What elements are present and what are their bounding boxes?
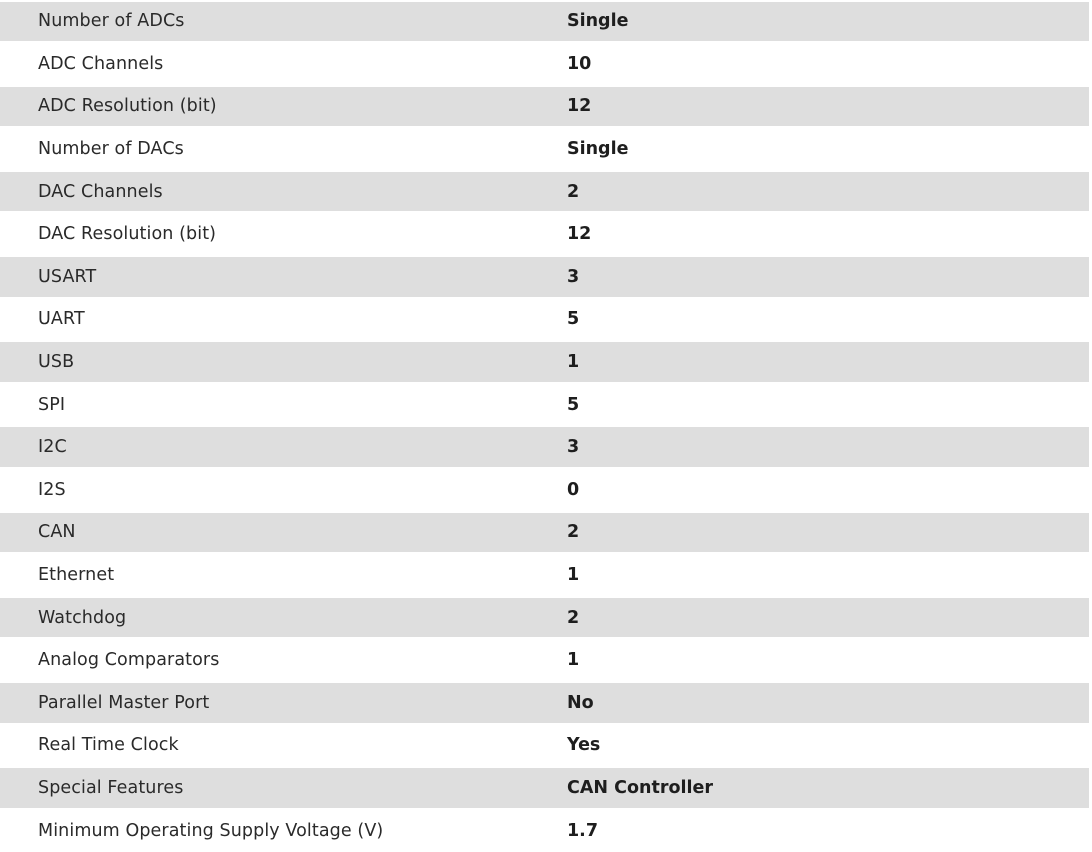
spec-value: 1 — [567, 565, 580, 586]
spec-table — [0, 2, 1089, 852]
spec-row — [0, 639, 1089, 682]
spec-label: ADC Channels — [38, 53, 164, 74]
spec-row — [0, 43, 1089, 86]
spec-row — [0, 469, 1089, 512]
spec-label: Number of ADCs — [38, 11, 185, 32]
spec-label: Analog Comparators — [38, 650, 220, 671]
spec-row — [0, 683, 1089, 723]
spec-row — [0, 383, 1089, 426]
spec-label: Number of DACs — [38, 139, 184, 160]
spec-label: DAC Resolution (bit) — [38, 224, 217, 245]
spec-row — [0, 724, 1089, 767]
spec-row — [0, 87, 1089, 127]
spec-value: 2 — [567, 522, 580, 543]
spec-label: Special Features — [38, 777, 184, 798]
spec-label: Real Time Clock — [38, 735, 179, 756]
spec-value: 1 — [567, 650, 580, 671]
spec-value: 1.7 — [567, 820, 599, 841]
spec-row — [0, 213, 1089, 256]
spec-value: Yes — [567, 735, 601, 756]
spec-value: 5 — [567, 394, 580, 415]
spec-row — [0, 128, 1089, 171]
spec-value: CAN Controller — [567, 777, 713, 798]
spec-value: 10 — [567, 53, 592, 74]
spec-value: 0 — [567, 479, 580, 500]
spec-value: 1 — [567, 352, 580, 373]
spec-value: 2 — [567, 607, 580, 628]
spec-value: 3 — [567, 437, 580, 458]
spec-value: 2 — [567, 181, 580, 202]
spec-value: Single — [567, 139, 629, 160]
spec-row — [0, 809, 1089, 852]
spec-row — [0, 342, 1089, 382]
spec-label: Watchdog — [38, 607, 127, 628]
spec-value: 12 — [567, 96, 592, 117]
spec-row — [0, 768, 1089, 808]
spec-value: 3 — [567, 266, 580, 287]
spec-row — [0, 172, 1089, 212]
spec-row — [0, 554, 1089, 597]
spec-label: ADC Resolution (bit) — [38, 96, 217, 117]
spec-row — [0, 257, 1089, 297]
spec-row — [0, 298, 1089, 341]
spec-label: Minimum Operating Supply Voltage (V) — [38, 820, 384, 841]
spec-label: Parallel Master Port — [38, 692, 210, 713]
spec-row — [0, 598, 1089, 638]
spec-row — [0, 513, 1089, 553]
spec-label: DAC Channels — [38, 181, 163, 202]
spec-label: USB — [38, 352, 75, 373]
spec-value: Single — [567, 11, 629, 32]
spec-value: 5 — [567, 309, 580, 330]
spec-label: SPI — [38, 394, 66, 415]
spec-row — [0, 2, 1089, 42]
spec-label: UART — [38, 309, 85, 330]
spec-value: No — [567, 692, 594, 713]
spec-label: I2S — [38, 479, 66, 500]
spec-label: CAN — [38, 522, 76, 543]
spec-value: 12 — [567, 224, 592, 245]
spec-label: Ethernet — [38, 565, 115, 586]
spec-row — [0, 427, 1089, 467]
spec-label: USART — [38, 266, 97, 287]
spec-label: I2C — [38, 437, 67, 458]
